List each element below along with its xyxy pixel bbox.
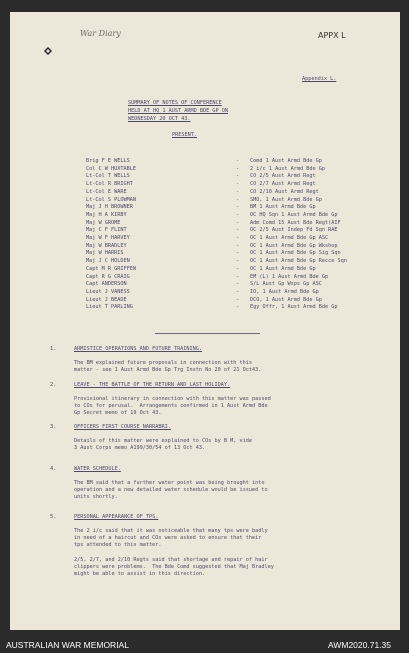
item-body: The BM said that a further water point was being brought into operation and a new detailed water schedule would be issued to units shortly. <box>74 480 268 501</box>
heading-line: SUMMARY OF NOTES OF CONFERENCE <box>128 100 222 106</box>
item-number: 4. <box>50 466 57 472</box>
attendee-unit: OC 1 Aust Armd Bde Gp Wkshop <box>250 242 338 249</box>
attendee-dash: - <box>236 204 240 211</box>
attendee-unit: EM (L) 1 Aust Armd Bde Gp <box>250 273 329 280</box>
footer-accession: AWM2020.71.35 <box>328 640 391 650</box>
paper-clip-hole-icon <box>42 45 54 57</box>
item-title: WATER SCHEDULE. <box>74 466 121 472</box>
attendee-name: Maj H A KIRBY <box>86 211 127 218</box>
item-number: 1. <box>50 346 57 352</box>
attendee-name: Maj C F FLINT <box>86 227 127 234</box>
attendee-dash: - <box>236 227 240 234</box>
attendee-unit: OC 1 Aust Armd Bde Gp <box>250 265 316 272</box>
handwritten-note: War Diary <box>80 29 121 38</box>
attendee-unit: DCO, 1 Aust Armd Bde Gp <box>250 296 322 303</box>
appendix-ref: Appendix L. <box>302 76 337 82</box>
attendee-name: Lt-Col T WELLS <box>86 173 130 180</box>
attendee-unit: Adm Comd 15 Aust Bde Regt(AIF <box>250 219 341 226</box>
attendee-name: Maj W HARRIS <box>86 250 124 257</box>
attendee-dash: - <box>236 196 240 203</box>
attendee-name: Maj J H BROWNER <box>86 204 133 211</box>
section-divider <box>155 333 260 334</box>
attendee-dash: - <box>236 304 240 311</box>
attendee-name: Lt-Col E WARE <box>86 188 127 195</box>
attendee-dash: - <box>236 273 240 280</box>
attendee-name: Lt-Col S PLOWMAN <box>86 196 136 203</box>
attendee-dash: - <box>236 173 240 180</box>
attendee-dash: - <box>236 181 240 188</box>
attendee-name: Lieut T PARLING <box>86 304 133 311</box>
attendee-name: Maj W BRADLEY <box>86 242 127 249</box>
appendix-label: APPX L <box>318 31 346 40</box>
attendee-unit: OC 1 Aust Armd Bde Gp Sig Sqn <box>250 250 341 257</box>
attendee-unit: CO 2/5 Aust Armd Regt <box>250 173 316 180</box>
attendee-unit: Comd 1 Aust Armd Bde Gp <box>250 158 322 164</box>
item-number: 5. <box>50 514 57 520</box>
attendee-name: Capt M R GRIFFEN <box>86 265 136 272</box>
attendee-name: Maj J C HOLDEN <box>86 258 130 265</box>
item-title: PERSONAL APPEARANCE OF TPS. <box>74 514 159 520</box>
attendee-unit: IO, 1 Aust Armd Bde Gp <box>250 288 319 295</box>
attendee-unit: OC 2/5 Aust Indep Fd Sqn RAE <box>250 227 338 234</box>
attendee-name: Maj W F HARVEY <box>86 235 130 241</box>
attendee-unit: BM 1 Aust Armd Bde Gp <box>250 204 316 211</box>
item-body: The 2 i/c said that it was noticeable that many tps were badly in need of a haircut and COs were asked to ensure that their tps attended to this matter. 2/5, 2/7, and 2/10 Regts said that shortage and repair of hair clippers were problems. The Bde Comd suggested that Maj Bradley might be able to assist in this direction. <box>74 528 274 578</box>
attendee-unit: CO 2/10 Aust Armd Regt <box>250 188 319 195</box>
attendee-dash: - <box>236 265 240 272</box>
item-title: ARMISTICE OPERATIONS AND FUTURE TRAINING. <box>74 346 203 352</box>
attendee-dash: - <box>236 219 240 226</box>
attendee-dash: - <box>236 281 240 288</box>
item-body: Provisional itinerary in connection with this matter was passed to COs for perusal. Arrangements confirmed in 1 Aust Armd Bde Gp Secret memo of 19 Oct 43. <box>74 396 271 417</box>
attendee-unit: OC 1 Aust Armd Bde Gp Recce Sqn <box>250 258 347 265</box>
attendee-dash: - <box>236 250 240 257</box>
attendee-name: Col C W HUXTABLE <box>86 165 136 172</box>
attendee-dash: - <box>236 296 240 303</box>
attendee-name: Capt ANDERSON <box>86 281 127 288</box>
attendee-name: Capt R G CRAIG <box>86 273 130 280</box>
attendee-dash: - <box>236 242 240 249</box>
attendee-name: Lieut J BEADE <box>86 296 127 303</box>
attendee-dash: - <box>236 211 240 218</box>
attendee-name: Brig F E WELLS <box>86 158 130 164</box>
attendee-unit: SMO, 1 Aust Armd Bde Gp <box>250 196 322 203</box>
attendee-unit: CO 2/7 Aust Armd Regt <box>250 181 316 188</box>
item-body: Details of this matter were explained to COs by B M, vide 3 Aust Corps memo A199/30/54 of 13 Oct 43. <box>74 438 253 452</box>
attendee-unit: 2 i/c 1 Aust Armd Bde Gp <box>250 165 325 172</box>
attendee-unit: S/L Aust Gp Wsps Gp ASC <box>250 281 322 288</box>
attendee-name: Lieut J VANESS <box>86 288 130 295</box>
attendee-dash: - <box>236 235 240 241</box>
attendee-dash: - <box>236 158 240 164</box>
item-number: 3. <box>50 424 57 430</box>
attendee-name: Maj W GROME <box>86 219 121 226</box>
attendee-dash: - <box>236 188 240 195</box>
attendee-dash: - <box>236 258 240 265</box>
heading-line: WEDNESDAY 20 OCT 43. <box>128 116 191 122</box>
item-title: OFFICERS FIRST COURSE NARRABRI. <box>74 424 171 430</box>
attendee-dash: - <box>236 165 240 172</box>
item-body: The BM explained future proposals in connection with this matter - see 1 Aust Armd Bde Gp Trg Instn No 20 of 21 Oct43. <box>74 360 262 374</box>
footer-institution: AUSTRALIAN WAR MEMORIAL <box>6 640 129 650</box>
item-number: 2. <box>50 382 57 388</box>
attendee-dash: - <box>236 288 240 295</box>
heading-line: HELD AT HQ 1 AUST ARMD BDE GP ON <box>128 108 228 114</box>
item-title: LEAVE - THE BATTLE OF THE RETURN AND LAST HOLIDAY. <box>74 382 231 388</box>
attendee-unit: OC 1 Aust Armd Bde Gp ASC <box>250 235 329 241</box>
attendee-name: Lt-Col R BRIGHT <box>86 181 133 188</box>
present-label: PRESENT. <box>172 132 197 138</box>
attendee-unit: OC HQ Sqn 1 Aust Armd Bde Gp <box>250 211 338 218</box>
attendee-unit: Egy Offr, 1 Aust Armd Bde Gp <box>250 304 338 311</box>
